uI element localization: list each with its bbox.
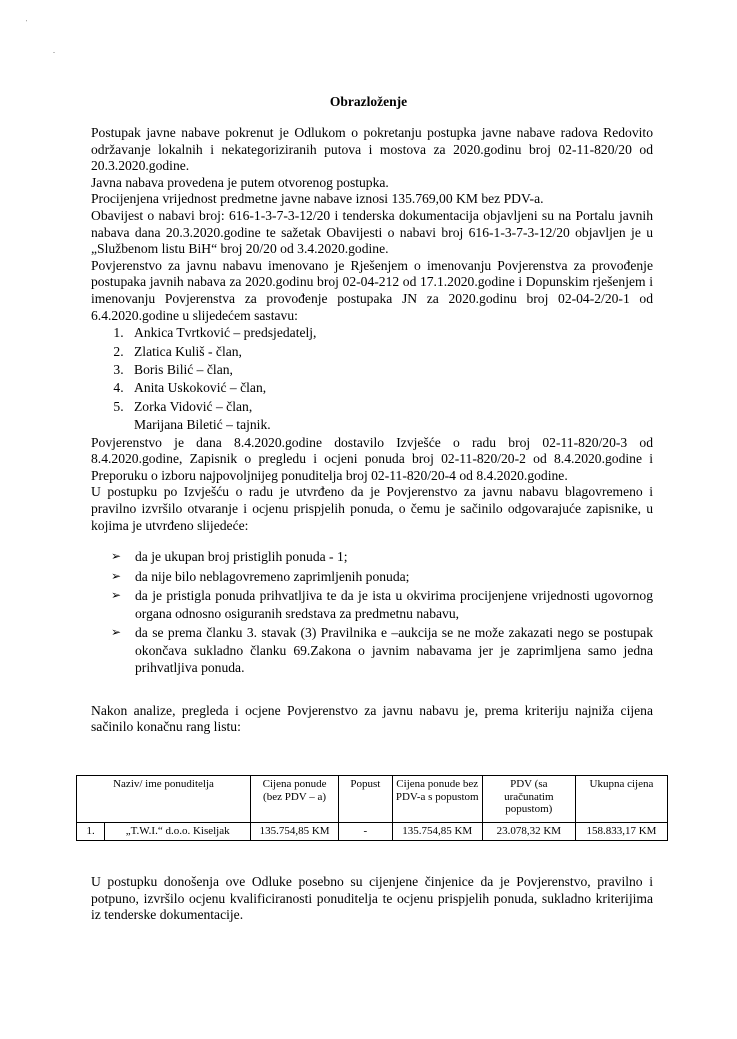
column-header-total: Ukupna cijena xyxy=(575,776,667,823)
cell-vat: 23.078,32 KM xyxy=(482,823,575,841)
paragraph-committee: Povjerenstvo za javnu nabavu imenovano je Rješenjem o imenovanju Povjerenstva za provođenje postupaka javnih nabava za 2020.godinu broj 02-04-212 od 17.1.2020.godine i Dopunskim rješenjem i imenovanju Povjerenstva za provođenje postupaka JN za 2020.godinu broj 02-04-2/20-1 od 6.4.2020.godine u slijedećem sastavu: xyxy=(91,257,653,323)
paragraph-ranking-intro: Nakon analize, pregleda i ocjene Povjerenstvo za javnu nabavu je, prema kriteriju najniža cijena sačinilo konačnu rang listu: xyxy=(91,702,653,735)
ranking-table xyxy=(76,775,668,841)
paragraph-notice: Obavijest o nabavi broj: 616-1-3-7-3-12/20 i tenderska dokumentacija objavljeni su na Portalu javnih nabava dana 20.3.2020.godine te sažetak Obavijesti o nabavi broj 616-1-3-7-3-12/20 objavljen je u „Službenom listu BiH“ broj 20/20 od 3.4.2020.godine. xyxy=(91,207,653,257)
paragraph-procedure-type: Javna nabava provedena je putem otvorenog postupka. xyxy=(91,174,389,190)
list-item: 5. Zorka Vidović – član, xyxy=(127,398,653,416)
cell-discount: - xyxy=(339,823,393,841)
document-body xyxy=(91,125,653,736)
table-header-row xyxy=(77,776,668,823)
paragraph-report: Povjerenstvo je dana 8.4.2020.godine dostavilo Izvješće o radu broj 02-11-820/20-3 od 8.4.2020.godine, Zapisnik o pregledu i ocjeni ponuda broj 02-11-820/20-2 od 8.4.2020.godine i Preporuku o izboru najpovoljnijeg ponuditelja broj 02-11-820/20-4 od 8.4.2020.godine. xyxy=(91,434,653,483)
cell-total: 158.833,17 KM xyxy=(575,823,667,841)
cell-price-discount: 135.754,85 KM xyxy=(392,823,482,841)
list-item: ➢ da nije bilo neblagovremeno zaprimljenih ponuda; xyxy=(111,568,410,584)
list-item: 4. Anita Uskoković – član, xyxy=(127,379,653,397)
findings-list xyxy=(91,548,653,677)
arrowhead-bullet-icon: ➢ xyxy=(111,625,122,640)
arrowhead-bullet-icon: ➢ xyxy=(111,568,122,583)
list-item: ➢ da je pristigla ponuda prihvatljiva te da je ista u okvirima procijenjene vrijednosti ugovornog organa odnosno osiguranih sredstava za predmetnu nabavu, xyxy=(111,588,653,621)
paragraph-closing: U postupku donošenja ove Odluke posebno su cijenjene činjenice da je Povjerenstvo, pravilno i potpuno, izvršilo ocjenu kvalificiranosti ponuditelja te ocjenu prispjelih ponuda, sukladno kriterijima iz tenderske dokumentacije. xyxy=(91,874,653,923)
column-header-discount: Popust xyxy=(339,776,393,823)
document-title: Obrazloženje xyxy=(329,94,408,109)
paragraph-findings-intro: U postupku po Izvješću o radu je utvrđeno da je Povjerenstvo za javnu nabavu blagovremeno i pravilno izvršilo otvaranje i ocjenu prispjelih ponuda, o čemu je sačinilo odgovarajuće zapisnike, u kojima je utvrđeno slijedeće: xyxy=(91,484,653,533)
column-header-price-discount: Cijena ponude bez PDV-a s popustom xyxy=(392,776,482,823)
column-header-price: Cijena ponude (bez PDV – a) xyxy=(251,776,339,823)
list-item: 1. Ankica Tvrtković – predsjedatelj, xyxy=(127,324,653,342)
paragraph-procurement-start: Postupak javne nabave pokrenut je Odlukom o pokretanju postupka javne nabave radova Redovito održavanje lokalnih i nekategoriziranih putova i mostova za 2020.godinu broj 02-11-820/20 od 20.3.2020.godine. xyxy=(91,125,653,174)
table-row xyxy=(77,823,668,841)
column-header-vat: PDV (sa uračunatim popustom) xyxy=(482,776,575,823)
committee-member-list xyxy=(91,324,653,416)
cell-rank: 1. xyxy=(77,823,105,841)
column-header-name: Naziv/ ime ponuditelja xyxy=(77,776,251,823)
list-item: ➢ da je ukupan broj pristiglih ponuda - 1; xyxy=(111,549,348,565)
arrowhead-bullet-icon: ➢ xyxy=(111,588,122,603)
cell-price: 135.754,85 KM xyxy=(251,823,339,841)
paragraph-estimated-value: Procijenjena vrijednost predmetne javne nabave iznosi 135.769,00 KM bez PDV-a. xyxy=(91,191,544,207)
cell-bidder-name: „T.W.I.“ d.o.o. Kiseljak xyxy=(105,823,251,841)
arrowhead-bullet-icon: ➢ xyxy=(111,549,122,564)
list-item: 3. Boris Bilić – član, xyxy=(127,361,653,379)
scan-mark: ' xyxy=(26,20,28,26)
scan-mark: - xyxy=(53,50,55,56)
list-item: ➢ da se prema članku 3. stavak (3) Pravilnika e –aukcija se ne može zakazati nego se postupak okončava sukladno članku 69.Zakona o javnim nabavama jer je zaprimljena samo jedna prihvatljiva ponuda. xyxy=(111,625,653,676)
list-item: 2. Zlatica Kuliš - član, xyxy=(127,343,653,361)
committee-secretary: Marijana Biletić – tajnik. xyxy=(134,417,271,433)
